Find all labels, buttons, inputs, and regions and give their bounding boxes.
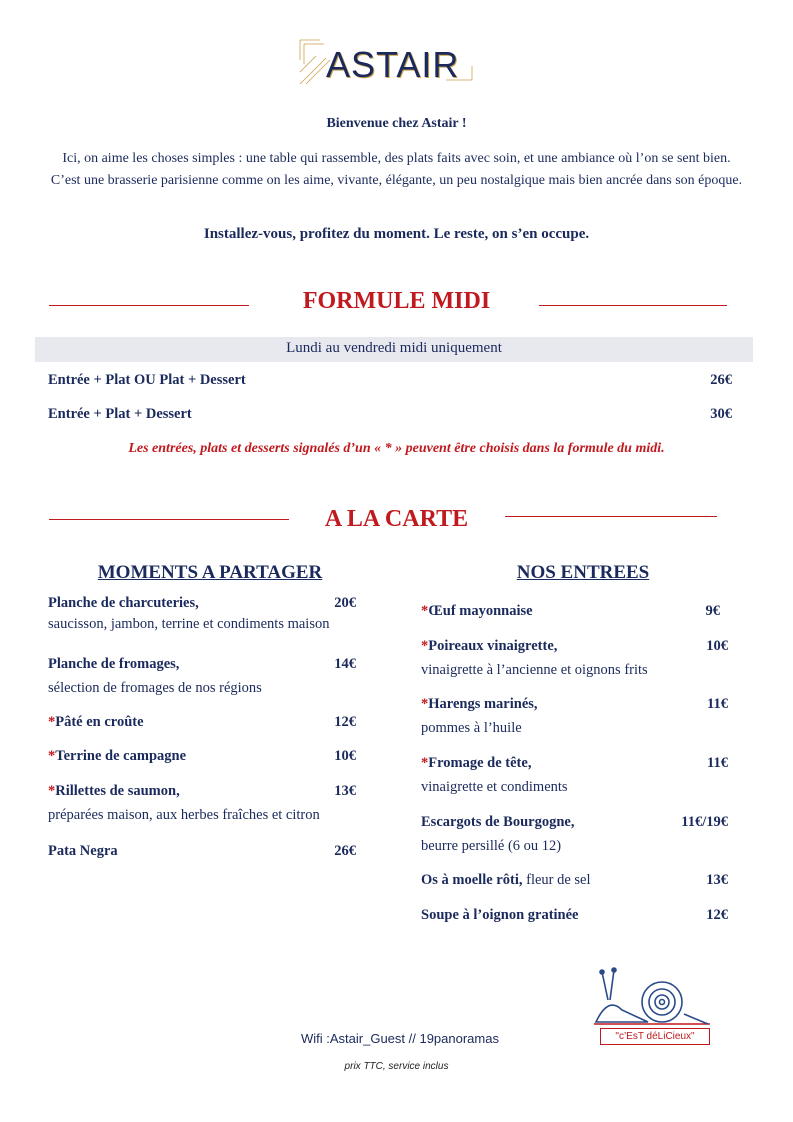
item-name: Œuf mayonnaise xyxy=(428,603,533,619)
item-price: 20€ xyxy=(334,595,356,611)
wifi-info: Wifi :Astair_Guest // 19panoramas xyxy=(301,1031,499,1046)
formule-row-label: Entrée + Plat + Dessert xyxy=(48,406,192,422)
section-rule-right xyxy=(539,305,727,306)
item-price: 13€ xyxy=(334,783,356,799)
item-price: 10€ xyxy=(706,638,728,654)
item-price: 11€/19€ xyxy=(681,814,728,830)
item-price: 11€ xyxy=(707,696,728,712)
item-name: Harengs marinés, xyxy=(428,696,538,712)
formule-star: * xyxy=(48,783,56,799)
item-desc: beurre persillé (6 ou 12) xyxy=(421,838,562,854)
item-name: Poireaux vinaigrette, xyxy=(428,638,558,654)
item-desc: préparées maison, aux herbes fraîches et citron xyxy=(48,807,320,823)
formule-star: * xyxy=(421,638,429,654)
item-name: Planche de fromages, xyxy=(48,656,180,672)
item-name-suffix: fleur de sel xyxy=(522,872,591,888)
item-price: 26€ xyxy=(334,843,356,859)
item-price: 12€ xyxy=(706,907,728,923)
carte-title: A LA CARTE xyxy=(324,506,469,532)
stamp-label: "c’EsT déLiCieux" xyxy=(600,1028,710,1045)
formule-star: * xyxy=(48,714,56,730)
item-name: Rillettes de saumon, xyxy=(55,783,180,799)
item-name: Escargots de Bourgogne, xyxy=(421,814,575,830)
item-desc: vinaigrette et condiments xyxy=(421,779,568,795)
formule-star: * xyxy=(421,696,429,712)
snail-icon xyxy=(588,966,716,1030)
item-name: Fromage de tête, xyxy=(428,755,532,771)
welcome-intro: Ici, on aime les choses simples : une table qui rassemble, des plats faits avec soin, et une ambiance où l’on se sent bien. C’est une brasserie parisienne comme on les aime, vivante, élégante, un peu nostalgique mais bien ancrée dans son époque. xyxy=(50,151,743,188)
item-price: 11€ xyxy=(707,755,728,771)
item-name: Os à moelle rôti, xyxy=(421,872,523,888)
item-desc: pommes à l’huile xyxy=(421,720,522,736)
item-name: Terrine de campagne xyxy=(55,748,187,764)
item-price: 12€ xyxy=(334,714,356,730)
item-price: 14€ xyxy=(334,656,356,672)
formule-row-price: 30€ xyxy=(710,406,732,422)
item-price: 10€ xyxy=(334,748,356,764)
price-note: prix TTC, service inclus xyxy=(344,1061,449,1072)
partager-title: MOMENTS A PARTAGER xyxy=(97,562,323,583)
item-name: Soupe à l’oignon gratinée xyxy=(421,907,579,923)
formule-star: * xyxy=(48,748,56,764)
welcome-title: Bienvenue chez Astair ! xyxy=(326,116,467,131)
formule-note: Les entrées, plats et desserts signalés d’un « * » peuvent être choisis dans la formule du midi. xyxy=(128,441,665,456)
brand-logo xyxy=(296,36,478,88)
item-name: Pata Negra xyxy=(48,843,118,859)
formule-subtitle: Lundi au vendredi midi uniquement xyxy=(286,340,502,356)
item-name: Pâté en croûte xyxy=(55,714,144,730)
item-name: Planche de charcuteries, xyxy=(48,595,199,611)
welcome-tagline: Installez-vous, profitez du moment. Le reste, on s’en occupe. xyxy=(203,226,590,242)
item-price: 9€ xyxy=(705,603,720,619)
formule-subtitle-band xyxy=(35,337,753,362)
formule-title: FORMULE MIDI xyxy=(302,288,491,314)
brand-name: ASTAIR xyxy=(326,44,460,85)
formule-row-label: Entrée + Plat OU Plat + Dessert xyxy=(48,372,246,388)
formule-row-price: 26€ xyxy=(710,372,732,388)
item-desc: saucisson, jambon, terrine et condiments maison xyxy=(48,616,330,632)
item-desc: sélection de fromages de nos régions xyxy=(48,680,262,696)
item-desc: vinaigrette à l’ancienne et oignons frits xyxy=(421,662,648,678)
item-price: 13€ xyxy=(706,872,728,888)
formule-star: * xyxy=(421,755,429,771)
section-rule-right xyxy=(505,516,717,517)
formule-star: * xyxy=(421,603,429,619)
entrees-title: NOS ENTREES xyxy=(516,562,650,583)
